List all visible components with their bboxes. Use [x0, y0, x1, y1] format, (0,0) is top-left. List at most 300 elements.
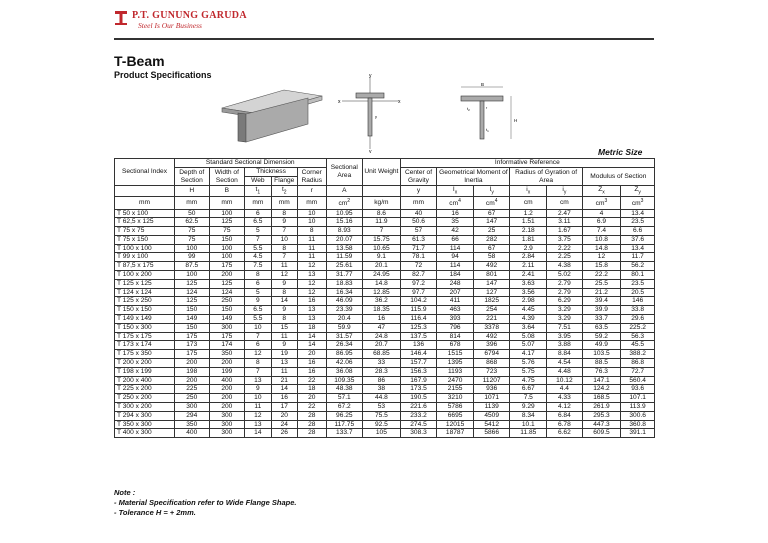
table-cell: 814 [437, 332, 474, 341]
table-row [115, 306, 655, 315]
table-cell: 4.5 [245, 253, 271, 262]
table-cell: 2155 [437, 385, 474, 394]
table-row [115, 297, 655, 306]
dim-t1-label: $t_1$ [486, 127, 489, 133]
table-cell: 13 [245, 420, 271, 429]
table-cell: 1193 [437, 367, 474, 376]
table-cell: 396 [473, 341, 510, 350]
table-cell: 221.6 [400, 403, 437, 412]
spec-table-body [115, 209, 655, 438]
table-cell: 7 [271, 227, 297, 236]
table-cell: 308.3 [400, 429, 437, 438]
table-cell: 18787 [437, 429, 474, 438]
table-cell: 20.07 [326, 235, 363, 244]
table-cell: 33 [363, 359, 401, 368]
unit-y: mm [400, 197, 437, 209]
dim-t2-label: $t_2$ [467, 106, 470, 112]
table-cell: T 125 x 250 [115, 297, 175, 306]
table-cell: 45.5 [621, 341, 655, 350]
table-cell: 4.45 [510, 306, 547, 315]
table-cell: 11 [297, 244, 326, 253]
company-logo [114, 10, 247, 30]
table-cell: 5.5 [245, 315, 271, 324]
table-row [115, 420, 655, 429]
unit-index: mm [115, 197, 175, 209]
table-cell: 9 [245, 385, 271, 394]
table-cell: 9 [271, 341, 297, 350]
table-cell: 492 [473, 262, 510, 271]
table-cell: 5.07 [510, 341, 547, 350]
table-cell: 115.9 [400, 306, 437, 315]
table-cell: 6.9 [582, 218, 621, 227]
table-cell: 38 [363, 385, 401, 394]
table-cell: 24 [271, 420, 297, 429]
table-cell: 92.5 [363, 420, 401, 429]
table-cell: T 100 x 200 [115, 271, 175, 280]
table-cell: 936 [473, 385, 510, 394]
table-cell: T 150 x 300 [115, 323, 175, 332]
table-cell: 67.2 [326, 403, 363, 412]
table-cell: 2.11 [510, 262, 547, 271]
unit-B: mm [209, 197, 245, 209]
table-cell: 6.6 [621, 227, 655, 236]
table-cell: 250 [209, 297, 245, 306]
table-row [115, 429, 655, 438]
table-cell: 20.1 [363, 262, 401, 271]
table-cell: T 75 x 75 [115, 227, 175, 236]
table-cell: 9.29 [510, 403, 547, 412]
x-axis-label-left: x [338, 99, 341, 105]
table-cell: 1.51 [510, 218, 547, 227]
table-cell: 6.84 [547, 411, 583, 420]
table-cell: 59.9 [326, 323, 363, 332]
table-cell: 146 [621, 297, 655, 306]
table-cell: 18.35 [363, 306, 401, 315]
y-axis-label-bottom: y [369, 149, 372, 153]
table-cell: 36.2 [363, 297, 401, 306]
page-title: T-Beam [114, 53, 165, 69]
header-center-gravity: Center of Gravity [400, 168, 437, 186]
table-cell: 16 [297, 359, 326, 368]
table-cell: 53 [363, 403, 401, 412]
table-cell: T 225 x 200 [115, 385, 175, 394]
table-cell: 10.65 [363, 244, 401, 253]
table-cell: 149 [174, 315, 209, 324]
table-cell: 5.76 [510, 359, 547, 368]
table-cell: 76.3 [582, 367, 621, 376]
table-cell: 11 [297, 253, 326, 262]
table-cell: 3.64 [510, 323, 547, 332]
table-cell: T 200 x 200 [115, 359, 175, 368]
unit-r: mm [297, 197, 326, 209]
header-corner-radius: Corner Radius [297, 168, 326, 186]
table-cell: 2.79 [547, 279, 583, 288]
table-row [115, 271, 655, 280]
table-cell: 1.2 [510, 209, 547, 218]
table-cell: 31.77 [326, 271, 363, 280]
table-row [115, 350, 655, 359]
table-cell: 4 [582, 209, 621, 218]
table-cell: 11 [245, 403, 271, 412]
unit-Zx: $cm^3$ [582, 197, 621, 209]
table-cell: T 173 x 174 [115, 341, 175, 350]
header-width: Width of Section [209, 168, 245, 186]
table-cell: 5.5 [245, 244, 271, 253]
symbol-weight [363, 186, 401, 197]
t-beam-3d-illustration [218, 86, 326, 146]
table-cell: 391.1 [621, 429, 655, 438]
table-row [115, 341, 655, 350]
table-cell: 57.1 [326, 394, 363, 403]
table-cell: 20.5 [621, 288, 655, 297]
table-cell: 18 [297, 323, 326, 332]
table-cell: 93.6 [621, 385, 655, 394]
t-section-dimension-diagram [453, 82, 521, 146]
table-cell: 125 [209, 279, 245, 288]
table-cell: 72.7 [621, 367, 655, 376]
table-cell: 7 [271, 253, 297, 262]
table-cell: 78.1 [400, 253, 437, 262]
table-cell: T 125 x 125 [115, 279, 175, 288]
table-cell: 137.5 [400, 332, 437, 341]
table-cell: 75 [209, 227, 245, 236]
header-unit-weight: Unit Weight [363, 159, 401, 186]
table-cell: 114 [437, 262, 474, 271]
table-cell: 11.7 [621, 253, 655, 262]
y-axis-label-top: y [369, 73, 372, 79]
table-cell: 8 [245, 271, 271, 280]
table-cell: 125 [209, 218, 245, 227]
table-cell: T 50 x 100 [115, 209, 175, 218]
table-cell: 35 [437, 218, 474, 227]
table-cell: 58 [473, 253, 510, 262]
table-cell: 248 [437, 279, 474, 288]
table-cell: 175 [209, 332, 245, 341]
table-cell: 2.18 [510, 227, 547, 236]
table-cell: 300 [209, 411, 245, 420]
table-cell: T 294 x 300 [115, 411, 175, 420]
table-cell: 4.48 [547, 367, 583, 376]
table-cell: 184 [437, 271, 474, 280]
table-cell: 6.29 [547, 297, 583, 306]
table-cell: 282 [473, 235, 510, 244]
table-cell: 16.34 [326, 288, 363, 297]
table-cell: 14.8 [582, 244, 621, 253]
dim-r-label: r [486, 106, 488, 110]
table-cell: 300 [209, 420, 245, 429]
table-row [115, 227, 655, 236]
table-cell: 13 [297, 315, 326, 324]
table-cell: 10 [297, 218, 326, 227]
table-cell: 44.8 [363, 394, 401, 403]
table-cell: 167.9 [400, 376, 437, 385]
header-depth: Depth of Section [174, 168, 209, 186]
table-cell: 300 [209, 429, 245, 438]
table-row [115, 359, 655, 368]
table-row [115, 288, 655, 297]
table-cell: T 150 x 150 [115, 306, 175, 315]
table-cell: 20.7 [363, 341, 401, 350]
table-cell: 609.5 [582, 429, 621, 438]
table-cell: T 62,5 x 125 [115, 218, 175, 227]
table-cell: 2.98 [510, 297, 547, 306]
table-cell: 100 [209, 253, 245, 262]
table-cell: 24.95 [363, 271, 401, 280]
table-cell: 75 [174, 227, 209, 236]
table-cell: 25.5 [582, 279, 621, 288]
table-cell: 12 [297, 262, 326, 271]
table-cell: 2.84 [510, 253, 547, 262]
table-cell: 199 [209, 367, 245, 376]
table-cell: 300 [209, 323, 245, 332]
table-cell: 15.16 [326, 218, 363, 227]
table-cell: 295.3 [582, 411, 621, 420]
header-divider [114, 38, 654, 40]
table-cell: 18 [297, 385, 326, 394]
table-cell: 4.54 [547, 359, 583, 368]
table-cell: 8.34 [510, 411, 547, 420]
table-cell: 1.67 [547, 227, 583, 236]
table-cell: 8 [271, 288, 297, 297]
table-cell: 200 [209, 403, 245, 412]
table-cell: 175 [209, 262, 245, 271]
table-cell: 14 [271, 385, 297, 394]
unit-ix: cm [510, 197, 547, 209]
table-cell: 173 [174, 341, 209, 350]
table-cell: 173.5 [400, 385, 437, 394]
table-cell: 360.8 [621, 420, 655, 429]
table-cell: 2.22 [547, 244, 583, 253]
table-cell: 147.1 [582, 376, 621, 385]
table-cell: 463 [437, 306, 474, 315]
table-cell: 136 [400, 341, 437, 350]
y-centroid-label: y [375, 114, 377, 119]
symbol-Zy: $Z_y$ [621, 186, 655, 197]
table-cell: 36.08 [326, 367, 363, 376]
table-cell: 61.3 [400, 235, 437, 244]
symbol-iy: $i_y$ [547, 186, 583, 197]
table-cell: 5 [245, 288, 271, 297]
table-cell: 5412 [473, 420, 510, 429]
table-cell: 801 [473, 271, 510, 280]
table-cell: 250 [174, 394, 209, 403]
table-cell: 3210 [437, 394, 474, 403]
table-cell: 9 [245, 297, 271, 306]
table-cell: 1515 [437, 350, 474, 359]
table-cell: 3.29 [547, 315, 583, 324]
table-cell: 150 [174, 306, 209, 315]
symbol-index [115, 186, 175, 197]
table-cell: 14 [297, 332, 326, 341]
table-cell: 103.5 [582, 350, 621, 359]
note-line-1: - Material Specification refer to Wide Flange Shape. [114, 498, 297, 507]
table-cell: 4.12 [547, 403, 583, 412]
table-cell: 2.25 [547, 253, 583, 262]
table-cell: 13 [297, 306, 326, 315]
table-cell: 274.5 [400, 420, 437, 429]
table-cell: 50.6 [400, 218, 437, 227]
table-cell: 12015 [437, 420, 474, 429]
header-web: Web [245, 177, 271, 186]
unit-row [115, 197, 655, 209]
table-cell: 14 [271, 297, 297, 306]
table-cell: 67 [473, 209, 510, 218]
table-cell: 8.84 [547, 350, 583, 359]
table-cell: 125.3 [400, 323, 437, 332]
table-cell: 42.06 [326, 359, 363, 368]
table-cell: 22 [297, 403, 326, 412]
table-cell: 3.11 [547, 218, 583, 227]
table-cell: 62.5 [174, 218, 209, 227]
table-cell: 14 [245, 429, 271, 438]
table-row [115, 279, 655, 288]
table-cell: 11 [271, 367, 297, 376]
t-section-axes-diagram [338, 73, 402, 153]
table-cell: 20.4 [326, 315, 363, 324]
table-cell: 11.85 [510, 429, 547, 438]
notes-section [114, 488, 296, 518]
table-cell: 200 [209, 359, 245, 368]
table-cell: 150 [174, 323, 209, 332]
table-cell: 16 [363, 315, 401, 324]
table-cell: T 149 x 149 [115, 315, 175, 324]
table-cell: 3378 [473, 323, 510, 332]
table-cell: 150 [209, 306, 245, 315]
table-cell: 28 [297, 411, 326, 420]
table-cell: 150 [209, 235, 245, 244]
table-cell: 11.9 [363, 218, 401, 227]
table-cell: 12 [245, 411, 271, 420]
table-cell: 67 [473, 244, 510, 253]
table-cell: 6695 [437, 411, 474, 420]
table-row [115, 403, 655, 412]
header-informative-group: Informative Reference [400, 159, 654, 168]
table-cell: 4509 [473, 411, 510, 420]
table-cell: 24.8 [363, 332, 401, 341]
unit-A: $cm^2$ [326, 197, 363, 209]
table-cell: 492 [473, 332, 510, 341]
table-row [115, 376, 655, 385]
table-cell: 114 [437, 244, 474, 253]
table-cell: 50 [174, 209, 209, 218]
table-cell: 100 [209, 209, 245, 218]
table-row [115, 385, 655, 394]
table-cell: 4.33 [547, 394, 583, 403]
table-cell: 198 [174, 367, 209, 376]
table-cell: 174 [209, 341, 245, 350]
table-cell: 723 [473, 367, 510, 376]
table-cell: 6794 [473, 350, 510, 359]
table-cell: 12 [245, 350, 271, 359]
table-cell: 11207 [473, 376, 510, 385]
garuda-logo-icon [114, 10, 128, 26]
table-cell: 300 [174, 403, 209, 412]
table-cell: 33.8 [621, 306, 655, 315]
table-cell: 125 [174, 297, 209, 306]
table-cell: 68.85 [363, 350, 401, 359]
table-cell: T 75 x 150 [115, 235, 175, 244]
table-row [115, 332, 655, 341]
table-cell: 294 [174, 411, 209, 420]
table-cell: 447.3 [582, 420, 621, 429]
table-cell: T 400 x 300 [115, 429, 175, 438]
table-cell: 63.5 [582, 323, 621, 332]
table-cell: 1.81 [510, 235, 547, 244]
note-heading: Note : [114, 488, 136, 497]
note-line-2: - Tolerance H = + 2mm. [114, 508, 196, 517]
table-cell: 300.6 [621, 411, 655, 420]
table-cell: 116.4 [400, 315, 437, 324]
table-cell: 104.2 [400, 297, 437, 306]
unit-t2: mm [271, 197, 297, 209]
table-cell: 5.75 [510, 367, 547, 376]
header-moment-inertia: Geometrical Moment of Inertia [437, 168, 510, 186]
table-cell: 100 [209, 244, 245, 253]
table-cell: T 99 x 100 [115, 253, 175, 262]
table-cell: 388.2 [621, 350, 655, 359]
table-cell: 8 [297, 227, 326, 236]
table-cell: 3.88 [547, 341, 583, 350]
table-cell: 109.35 [326, 376, 363, 385]
table-cell: 10.1 [510, 420, 547, 429]
table-cell: T 124 x 124 [115, 288, 175, 297]
table-cell: 12 [297, 288, 326, 297]
table-cell: 10.95 [326, 209, 363, 218]
table-cell: T 198 x 199 [115, 367, 175, 376]
table-cell: 411 [437, 297, 474, 306]
table-cell: 9 [271, 279, 297, 288]
table-cell: 94 [437, 253, 474, 262]
table-row [115, 262, 655, 271]
table-cell: 8 [245, 359, 271, 368]
table-cell: 105 [363, 429, 401, 438]
table-cell: 26.34 [326, 341, 363, 350]
table-cell: 20 [297, 394, 326, 403]
x-axis-label-right: x [398, 99, 401, 105]
table-cell: 10 [297, 209, 326, 218]
metric-size-label: Metric Size [598, 147, 643, 157]
table-cell: 393 [437, 315, 474, 324]
table-cell: 107.1 [621, 394, 655, 403]
table-cell: 25.61 [326, 262, 363, 271]
table-cell: 33.7 [582, 315, 621, 324]
table-cell: 87.5 [174, 262, 209, 271]
table-cell: 175 [174, 332, 209, 341]
table-cell: 6.62 [547, 429, 583, 438]
table-cell: 125 [174, 279, 209, 288]
dim-B-label: B [481, 82, 485, 87]
table-cell: 100 [174, 244, 209, 253]
table-cell: 350 [209, 350, 245, 359]
symbol-row [115, 186, 655, 197]
table-row [115, 411, 655, 420]
unit-iy: cm [547, 197, 583, 209]
table-cell: T 100 x 100 [115, 244, 175, 253]
table-cell: 4.17 [510, 350, 547, 359]
table-cell: 168.5 [582, 394, 621, 403]
table-cell: 868 [473, 359, 510, 368]
table-cell: 16 [271, 394, 297, 403]
header-sectional-index: Sectional Index [115, 159, 175, 186]
table-cell: 5 [245, 227, 271, 236]
table-cell: 200 [209, 271, 245, 280]
table-cell: 20 [271, 411, 297, 420]
table-cell: T 350 x 300 [115, 420, 175, 429]
table-cell: 14 [297, 341, 326, 350]
table-cell: 200 [209, 394, 245, 403]
table-cell: 86.95 [326, 350, 363, 359]
table-row [115, 244, 655, 253]
